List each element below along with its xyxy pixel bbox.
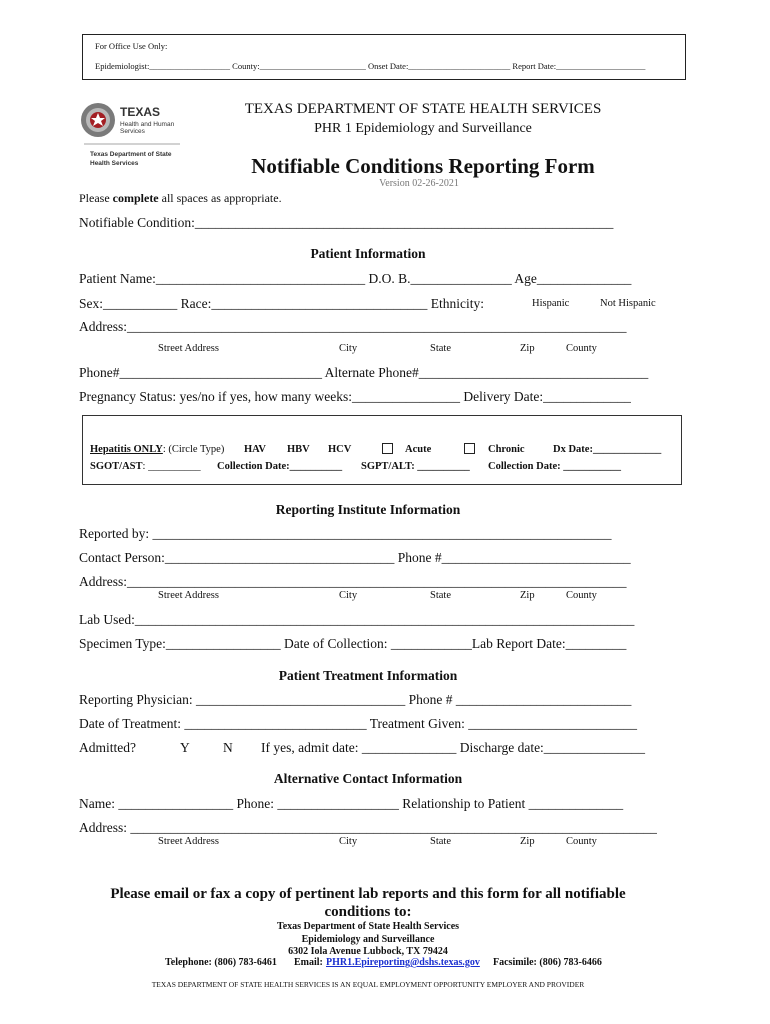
admitted-label: Admitted? (79, 740, 136, 755)
addr-label-city: City (339, 590, 358, 601)
alt-address-field[interactable]: Address: ______________________________________________________________________________ (79, 820, 657, 835)
physician-row[interactable]: Reporting Physician: _______________________________ Phone # __________________________ (79, 692, 632, 707)
addr-label-state: State (430, 343, 451, 354)
acute-label: Acute (405, 444, 432, 455)
phone-row[interactable]: Phone#______________________________ Alternate Phone#__________________________________ (79, 365, 649, 380)
addr-label-zip: Zip (520, 590, 535, 601)
hav-option[interactable]: HAV (244, 444, 266, 455)
footer-email-link[interactable]: PHR1.Epireporting@dshs.texas.gov (326, 957, 480, 968)
lab-used-field[interactable]: Lab Used:__________________________________________________________________________ (79, 612, 635, 627)
footer-telephone: Telephone: (806) 783-6461 (165, 957, 277, 968)
addr-label-city: City (339, 343, 358, 354)
addr-label-zip: Zip (520, 836, 535, 847)
acute-checkbox[interactable] (382, 440, 393, 458)
addr-label-street: Street Address (158, 836, 219, 847)
svg-text:Texas Department of State: Texas Department of State (90, 151, 172, 158)
reported-by-field[interactable]: Reported by: ____________________________________________________________________ (79, 526, 612, 541)
office-use-label: For Office Use Only: (95, 41, 168, 51)
addr-label-street: Street Address (158, 343, 219, 354)
contact-person-row[interactable]: Contact Person:__________________________________ Phone #____________________________ (79, 550, 631, 565)
svg-text:Services: Services (120, 128, 145, 135)
checkbox-icon (464, 443, 475, 454)
addr-label-city: City (339, 836, 358, 847)
page-title: Notifiable Conditions Reporting Form (251, 154, 595, 178)
footer-fax: Facsimile: (806) 783-6466 (493, 957, 602, 968)
hispanic-option[interactable]: Hispanic (532, 298, 570, 309)
footer-eeo: TEXAS DEPARTMENT OF STATE HEALTH SERVICES IS AN EQUAL EMPLOYMENT OPPORTUNITY EMPLOYER AND PROVIDER (151, 980, 585, 989)
hcv-option[interactable]: HCV (328, 444, 352, 455)
version-label: Version 02-26-2021 (379, 178, 459, 189)
sgpt-field[interactable]: SGPT/ALT: __________ (361, 461, 470, 472)
office-use-fields[interactable]: Epidemiologist:___________________ County:_________________________ Onset Date:________________________ Report Date:_____________________ (95, 61, 646, 71)
collection-date-1[interactable]: Collection Date:__________ (217, 461, 343, 472)
addr-label-county: County (566, 343, 597, 354)
region-header: PHR 1 Epidemiology and Surveillance (314, 121, 532, 136)
texas-seal-icon (80, 100, 184, 178)
footer-email-label: Email: (294, 957, 323, 968)
treatment-date-row[interactable]: Date of Treatment: ___________________________ Treatment Given: _________________________ (79, 716, 637, 731)
dx-date-field[interactable]: Dx Date:_____________ (553, 444, 662, 455)
addr-label-county: County (566, 836, 597, 847)
addr-label-street: Street Address (158, 590, 219, 601)
admitted-no-option[interactable]: N (223, 740, 233, 755)
intro-text: Please complete all spaces as appropriate. (79, 191, 282, 205)
agency-header: TEXAS DEPARTMENT OF STATE HEALTH SERVICES (244, 101, 602, 117)
collection-date-2[interactable]: Collection Date: ___________ (488, 461, 621, 472)
reporting-heading: Reporting Institute Information (275, 502, 461, 517)
sgot-field[interactable]: SGOT/AST: __________ (90, 461, 201, 472)
admit-dates-row[interactable]: If yes, admit date: ______________ Discharge date:_______________ (261, 740, 646, 755)
footer-instruction-2: conditions to: (324, 904, 412, 920)
hbv-option[interactable]: HBV (287, 444, 310, 455)
sex-race-row[interactable]: Sex:___________ Race:________________________________ Ethnicity: (79, 296, 484, 311)
hepatitis-only-label: Hepatitis ONLY: (Circle Type) (90, 444, 225, 455)
pregnancy-row[interactable]: Pregnancy Status: yes/no if yes, how many weeks:________________ Delivery Date:_____________ (79, 389, 631, 404)
addr-label-state: State (430, 590, 451, 601)
footer-instruction-1: Please email or fax a copy of pertinent lab reports and this form for all notifiable (110, 886, 626, 902)
svg-text:Health and Human: Health and Human (120, 121, 175, 128)
patient-info-heading: Patient Information (310, 246, 426, 261)
logo-texas-text: TEXAS (120, 105, 161, 119)
reporting-address-field[interactable]: Address:__________________________________________________________________________ (79, 574, 627, 589)
addr-label-county: County (566, 590, 597, 601)
not-hispanic-option[interactable]: Not Hispanic (600, 298, 656, 309)
addr-label-zip: Zip (520, 343, 535, 354)
treatment-heading: Patient Treatment Information (278, 668, 458, 683)
footer-division: Epidemiology and Surveillance (301, 934, 435, 945)
office-use-box (82, 34, 686, 80)
chronic-checkbox[interactable] (464, 440, 475, 458)
alternative-heading: Alternative Contact Information (273, 771, 463, 786)
chronic-label: Chronic (488, 444, 525, 455)
notifiable-condition-field[interactable]: Notifiable Condition:______________________________________________________________ (79, 215, 614, 230)
specimen-row[interactable]: Specimen Type:_________________ Date of Collection: ____________Lab Report Date:_________ (79, 636, 627, 651)
footer-address: 6302 Iola Avenue Lubbock, TX 79424 (288, 946, 448, 957)
texas-hhs-logo (80, 100, 184, 178)
checkbox-icon (382, 443, 393, 454)
patient-address-field[interactable]: Address:__________________________________________________________________________ (79, 319, 627, 334)
footer-agency: Texas Department of State Health Services (276, 921, 460, 932)
addr-label-state: State (430, 836, 451, 847)
patient-name-row[interactable]: Patient Name:_______________________________ D.O. B._______________ Age______________ (79, 271, 632, 286)
alt-name-row[interactable]: Name: _________________ Phone: __________________ Relationship to Patient ______________ (79, 796, 624, 811)
admitted-yes-option[interactable]: Y (180, 740, 190, 755)
svg-text:Health Services: Health Services (90, 160, 139, 167)
